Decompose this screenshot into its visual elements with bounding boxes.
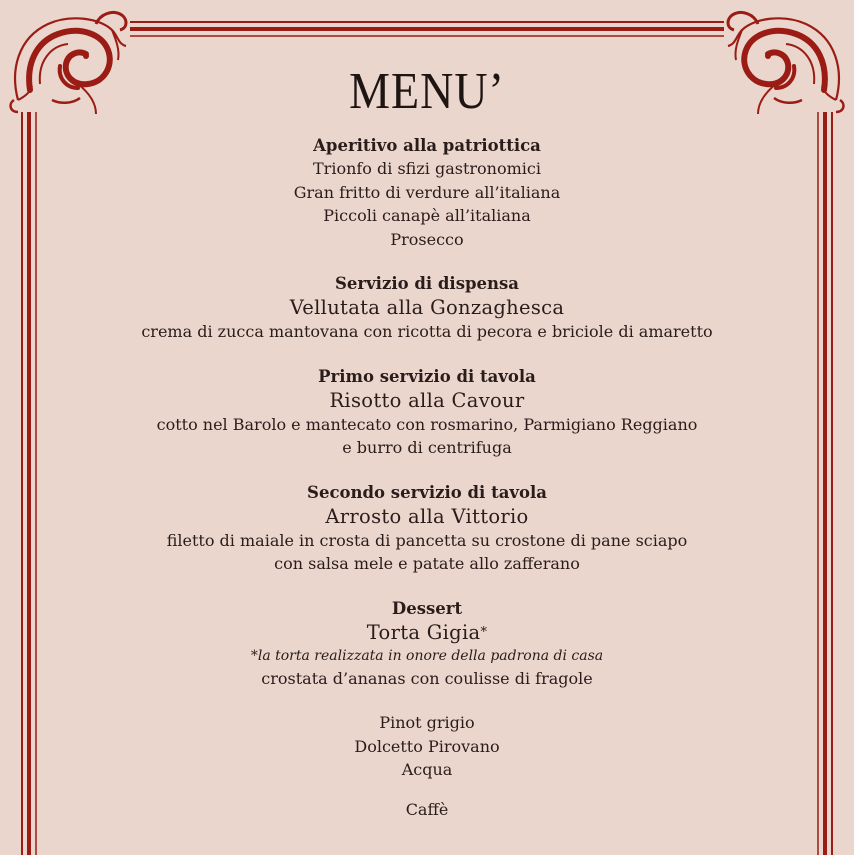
section-primo [0, 365, 854, 460]
dish-name-text: Torta Gigia [366, 620, 481, 644]
menu-item: Gran fritto di verdure all’italiana [293, 182, 561, 202]
dish-description: con salsa mele e patate allo zafferano [274, 554, 580, 573]
menu-item: Trionfo di sfizi gastronomici [313, 159, 541, 178]
drink-item: Pinot grigio [379, 713, 475, 732]
menu-item: Piccoli canapè all’italiana [323, 206, 531, 225]
dish-description: crostata d’ananas con coulisse di fragole [261, 668, 593, 688]
dish-description: e burro di centrifuga [342, 438, 512, 457]
dish-name: Risotto alla Cavour [329, 388, 525, 412]
section-heading: Primo servizio di tavola [318, 366, 536, 386]
section-secondo [0, 481, 854, 576]
dish-description: cotto nel Barolo e mantecato con rosmarino, Parmigiano Reggiano [156, 414, 698, 434]
section-heading: Servizio di dispensa [334, 274, 519, 293]
section-drinks [0, 711, 854, 782]
section-aperitivo [0, 134, 854, 251]
section-heading: Dessert [391, 598, 463, 618]
dish-name: Vellutata alla Gonzaghesca [289, 296, 565, 319]
drink-item: Dolcetto Pirovano [354, 736, 500, 756]
footnote-marker: * [480, 624, 488, 640]
section-dessert [0, 597, 854, 691]
section-heading: Secondo servizio di tavola [307, 482, 547, 502]
drink-item: Acqua [401, 760, 453, 779]
menu-item: Prosecco [390, 229, 464, 249]
section-dispensa [0, 272, 854, 344]
section-heading: Aperitivo alla patriottica [313, 136, 541, 155]
dish-name: Arrosto alla Vittorio [325, 504, 529, 528]
coffee-item: Caffè [405, 799, 449, 819]
dish-note: *la torta realizzata in onore della padrona di casa [250, 647, 604, 664]
menu-title: MENU’ [349, 61, 505, 120]
dish-name [0, 620, 854, 645]
dish-description: crema di zucca mantovana con ricotta di pecora e briciole di amaretto [141, 322, 713, 341]
menu-content [0, 134, 854, 821]
dish-description: filetto di maiale in crosta di pancetta su crostone di pane sciapo [166, 530, 688, 550]
